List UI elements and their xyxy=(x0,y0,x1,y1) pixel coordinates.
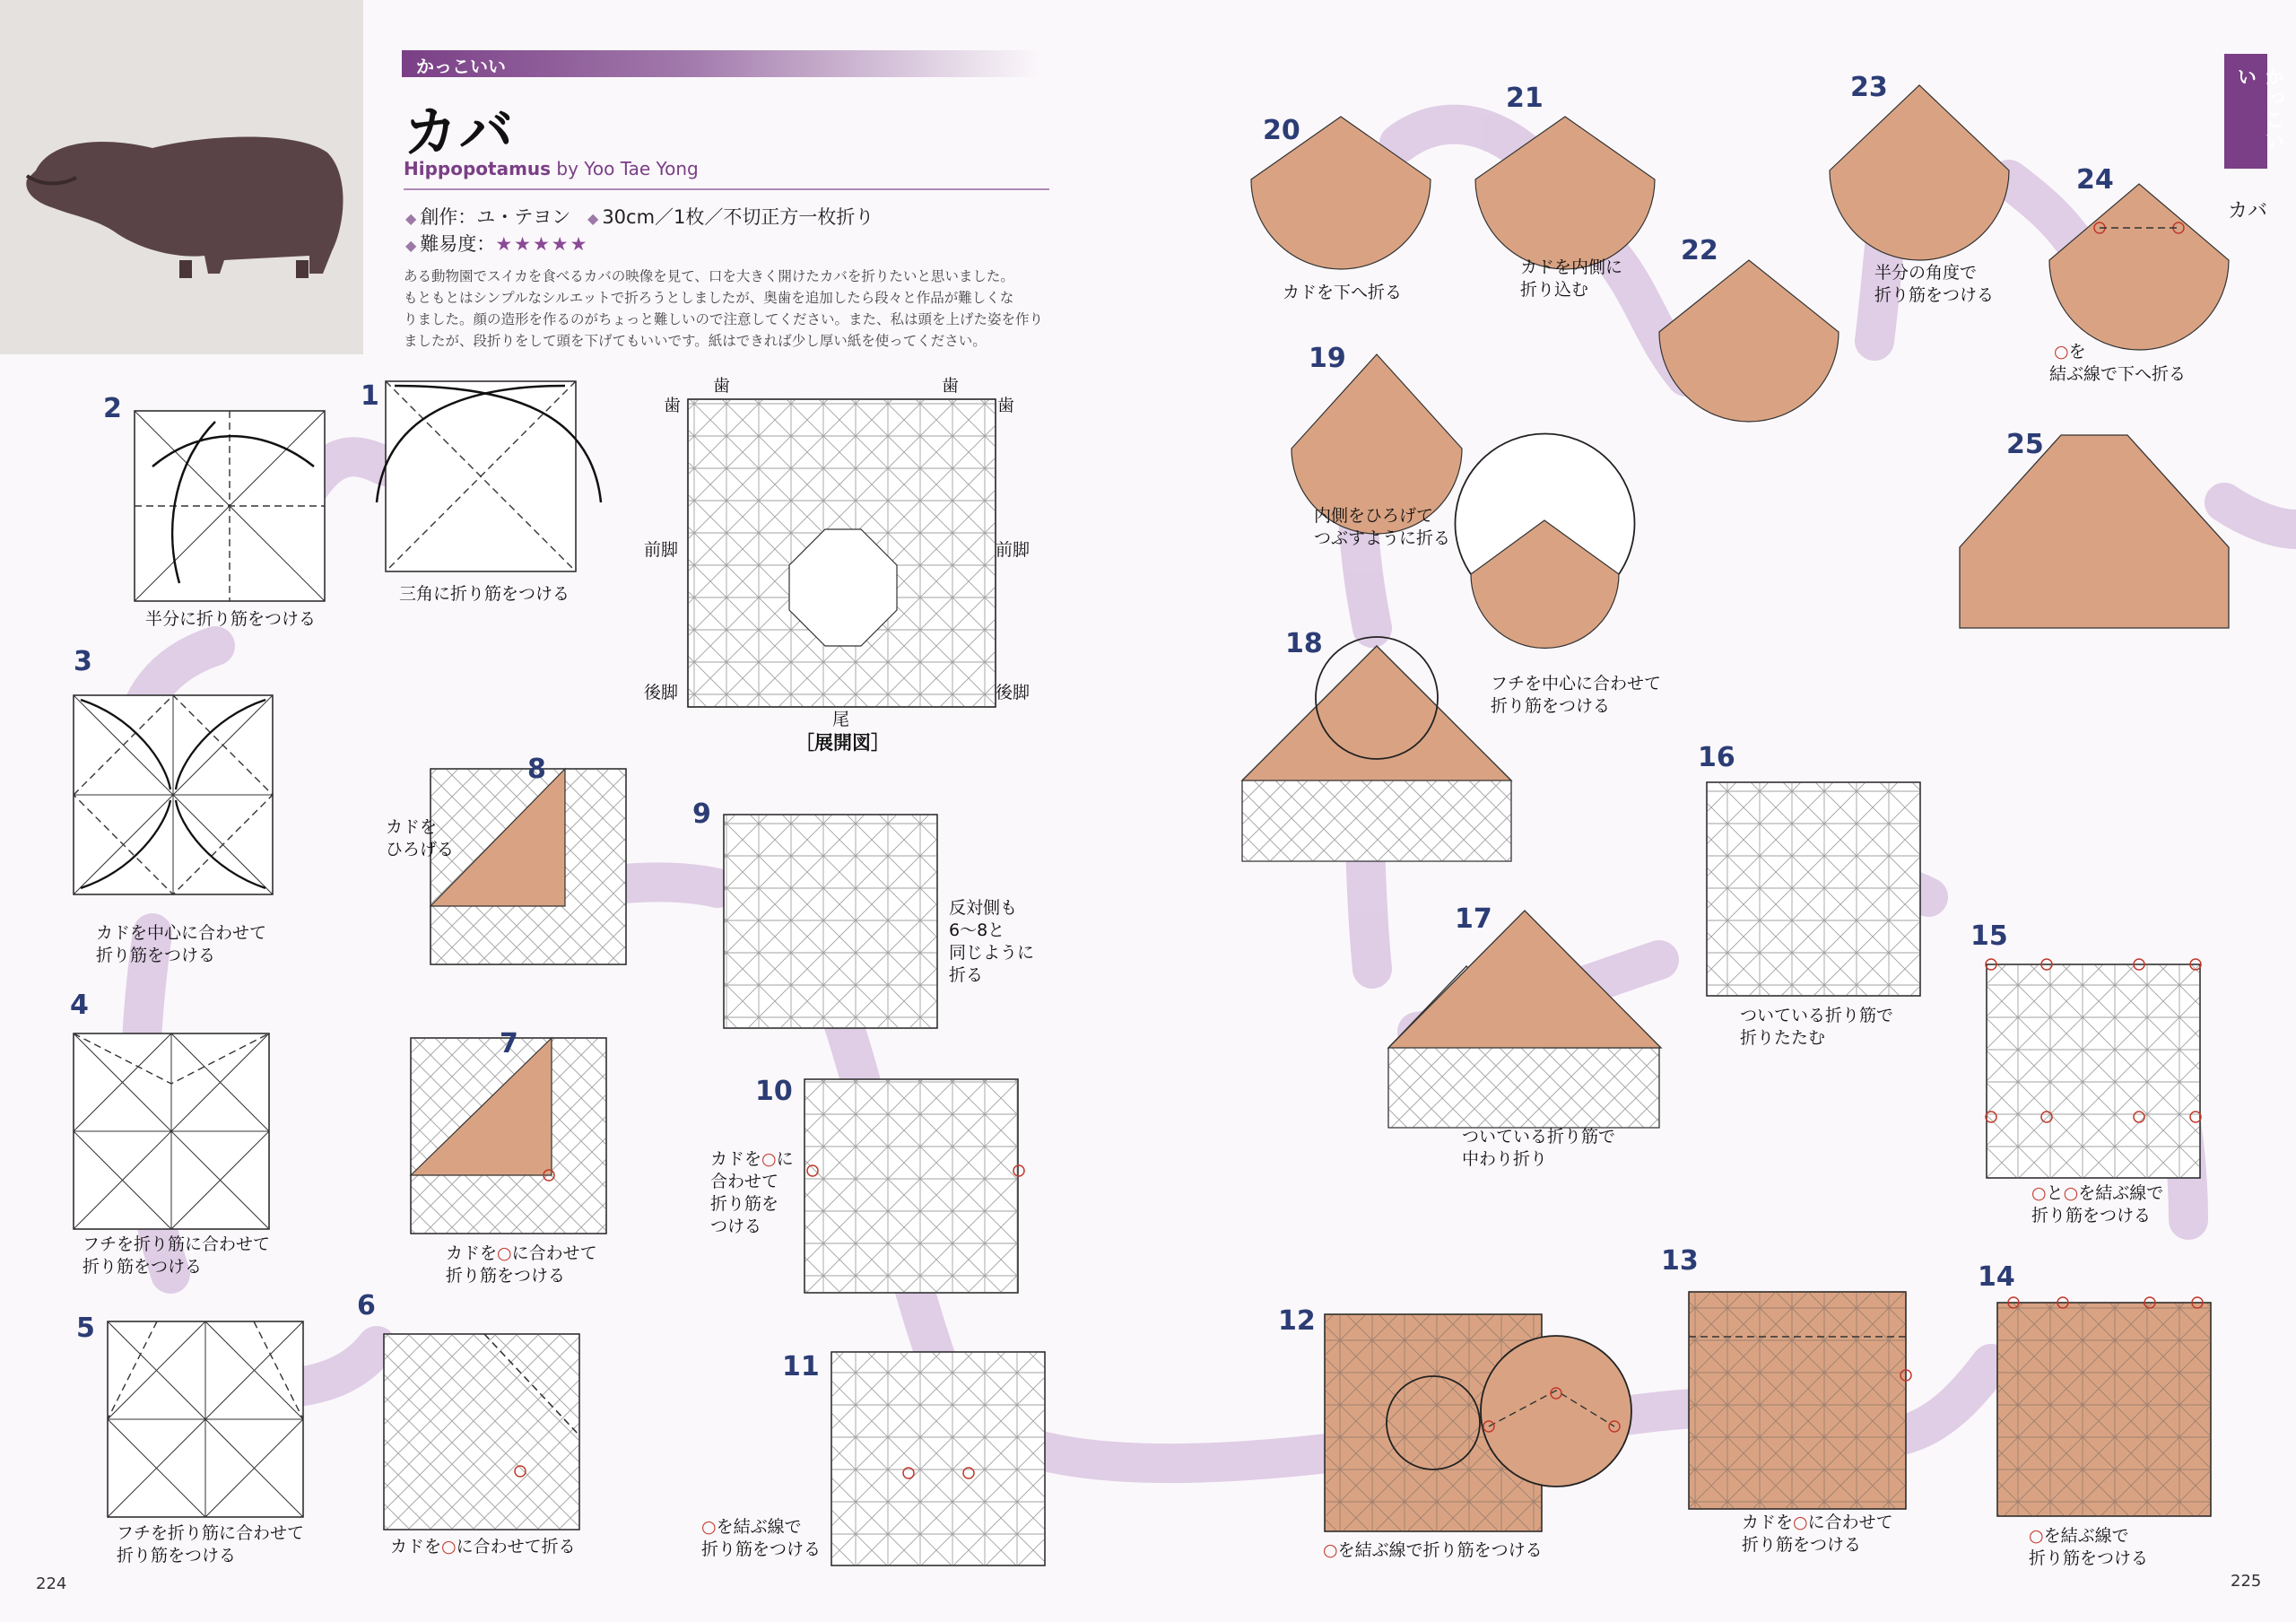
caption-line: 内側をひろげて xyxy=(1314,506,1434,526)
caption-line: フチを折り筋に合わせて xyxy=(117,1523,305,1543)
cp-back-legs-left: 後脚 xyxy=(644,683,679,702)
step-number: 11 xyxy=(782,1351,820,1382)
description xyxy=(404,266,1054,352)
caption-s17 xyxy=(1462,1126,1615,1171)
page-number-right: 225 xyxy=(2231,1572,2262,1591)
caption-text: カドを xyxy=(1742,1513,1794,1532)
caption-text: を結ぶ線で xyxy=(2078,1183,2164,1203)
spec-size-text: 30cm／1枚／不切正方一枚折り xyxy=(602,206,874,228)
caption-line: 折りたたむ xyxy=(1740,1028,1826,1048)
caption-line: カドを中心に合わせて xyxy=(96,923,267,943)
caption-line: 折り込む xyxy=(1520,280,1589,300)
caption-line: 折り筋をつける xyxy=(1874,285,1995,305)
cp-front-legs-right: 前脚 xyxy=(996,540,1031,560)
caption-s18 xyxy=(1491,673,1661,718)
step-number: 9 xyxy=(692,798,711,830)
diamond-icon: ◆ xyxy=(587,210,599,227)
step-number: 6 xyxy=(357,1290,376,1321)
step-number: 12 xyxy=(1278,1305,1316,1337)
ring-icon: ○ xyxy=(2063,1183,2079,1203)
caption-s13 xyxy=(1742,1512,1893,1557)
caption-text: カドを xyxy=(390,1537,442,1557)
step-number: 17 xyxy=(1455,903,1492,935)
caption-text: に合わせて xyxy=(1807,1513,1893,1532)
step-number: 3 xyxy=(74,646,92,677)
cp-teeth-right: 歯 xyxy=(942,376,960,396)
caption-s4 xyxy=(83,1234,270,1278)
subtitle-en: Hippopotamus xyxy=(404,158,552,179)
difficulty-label: 難易度： xyxy=(420,233,496,255)
caption-line: 折り筋をつける xyxy=(96,946,216,965)
description-line: もともとはシンプルなシルエットで折ろうとしましたが、奥歯を追加したら段々と作品が難しくな xyxy=(404,290,1014,306)
caption-line: 折り筋をつける xyxy=(446,1266,566,1286)
side-tab-name: カバ xyxy=(2228,200,2268,222)
spec-creator xyxy=(405,203,570,230)
step-number: 8 xyxy=(527,754,546,785)
caption-line: カドを内側に xyxy=(1520,257,1623,277)
cp-teeth-left: 歯 xyxy=(713,376,731,396)
cp-teeth-left2: 歯 xyxy=(664,396,682,415)
step-number: 22 xyxy=(1681,235,1718,266)
diamond-icon: ◆ xyxy=(405,237,417,254)
description-line: ある動物園でスイカを食べるカバの映像を見て、口を大きく開けたカバを折りたいと思いました。 xyxy=(404,268,1014,284)
step-number: 5 xyxy=(76,1312,95,1344)
ring-icon: ○ xyxy=(1793,1513,1808,1532)
caption-text: を xyxy=(2068,342,2086,362)
caption-line: 反対側も xyxy=(949,898,1018,918)
caption-s20: カドを下へ折る xyxy=(1283,283,1403,302)
caption-s8 xyxy=(386,816,454,861)
subtitle xyxy=(404,158,699,179)
ring-icon: ○ xyxy=(2054,342,2069,362)
caption-line: 折り筋をつける xyxy=(117,1546,237,1565)
caption-line: 合わせて xyxy=(710,1172,779,1191)
caption-text: を結ぶ線で xyxy=(716,1517,802,1537)
caption-text: に合わせて xyxy=(511,1243,597,1263)
caption-line: 折り筋をつける xyxy=(2029,1548,2149,1568)
category-banner xyxy=(402,50,1040,77)
caption-s19 xyxy=(1314,505,1450,550)
caption-text: カドを xyxy=(710,1149,762,1169)
cp-teeth-right2: 歯 xyxy=(997,396,1015,415)
step-number: 20 xyxy=(1263,115,1300,146)
caption-s11 xyxy=(701,1516,821,1561)
caption-text: と xyxy=(2046,1183,2064,1203)
step-number: 25 xyxy=(2006,429,2044,460)
caption-line: カドを xyxy=(386,817,438,837)
caption-line: 折り筋をつける xyxy=(1742,1535,1862,1555)
step-number: 24 xyxy=(2076,164,2114,196)
diamond-icon: ◆ xyxy=(405,210,417,227)
caption-line: フチを中心に合わせて xyxy=(1491,674,1662,693)
step-number: 4 xyxy=(70,990,89,1021)
step-number: 23 xyxy=(1850,72,1888,103)
caption-line: 6～8と xyxy=(949,920,1005,940)
caption-line: 同じように xyxy=(949,943,1035,963)
caption-s6 xyxy=(390,1536,576,1558)
caption-s24 xyxy=(2049,341,2186,386)
caption-line: フチを折り筋に合わせて xyxy=(83,1234,271,1254)
subtitle-by: by Yoo Tae Yong xyxy=(556,158,699,179)
page-number-left: 224 xyxy=(36,1574,67,1593)
side-tab xyxy=(2224,54,2284,169)
spec-size xyxy=(587,203,874,230)
ring-icon: ○ xyxy=(701,1517,717,1537)
step-number: 21 xyxy=(1506,83,1544,114)
caption-line: ひろげる xyxy=(386,840,455,859)
caption-line: 結ぶ線で下へ折る xyxy=(2049,364,2187,384)
title-rule xyxy=(404,188,1049,190)
caption-line: 折り筋をつける xyxy=(2031,1206,2152,1225)
caption-line: つける xyxy=(710,1216,762,1236)
caption-text: を結ぶ線で xyxy=(2043,1526,2129,1546)
step-number: 2 xyxy=(103,393,122,424)
step-number: 14 xyxy=(1978,1261,2015,1293)
caption-text: カドを xyxy=(446,1243,498,1263)
caption-line: 中わり折り xyxy=(1462,1149,1548,1169)
caption-text: に xyxy=(776,1149,794,1169)
caption-s23 xyxy=(1874,262,1994,307)
caption-text: を結ぶ線で折り筋をつける xyxy=(1337,1540,1543,1560)
step-number: 16 xyxy=(1698,742,1735,773)
step-number: 7 xyxy=(500,1028,518,1060)
cp-back-legs-right: 後脚 xyxy=(996,683,1031,702)
cp-tail: 尾 xyxy=(832,710,850,729)
side-tab-label: かっこいい xyxy=(2234,66,2284,153)
ring-icon: ○ xyxy=(2029,1526,2044,1546)
ring-icon: ○ xyxy=(1323,1540,1338,1560)
category-label: かっこいい xyxy=(416,56,506,77)
caption-s10 xyxy=(710,1148,794,1238)
step-number: 10 xyxy=(755,1076,793,1107)
caption-line: ついている折り筋で xyxy=(1740,1006,1894,1025)
spec-difficulty xyxy=(405,230,588,257)
difficulty-stars: ★★★★★ xyxy=(495,233,589,255)
caption-s1: 三角に折り筋をつける xyxy=(399,584,570,604)
caption-line: つぶすように折る xyxy=(1314,528,1451,548)
ring-icon: ○ xyxy=(761,1149,777,1169)
spec-creator-text: 創作：ユ・テヨン xyxy=(420,206,571,228)
caption-s12 xyxy=(1323,1539,1543,1562)
ring-icon: ○ xyxy=(2031,1183,2047,1203)
cp-front-legs-left: 前脚 xyxy=(644,540,679,560)
description-line: ましたが、段折りをして頭を下げてもいいです。紙はできれば少し厚い紙を使ってください。 xyxy=(404,333,987,349)
description-line: りました。顔の造形を作るのがちょっと難しいので注意してください。また、私は頭を上げた姿を作り xyxy=(404,311,1044,327)
step-number: 15 xyxy=(1970,920,2008,952)
caption-s5 xyxy=(117,1522,304,1567)
caption-s16 xyxy=(1740,1005,1893,1050)
caption-s3 xyxy=(96,922,266,967)
caption-s2: 半分に折り筋をつける xyxy=(145,609,317,629)
caption-line: 折り筋をつける xyxy=(83,1257,203,1277)
cp-title: ［展開図］ xyxy=(796,732,890,754)
ring-icon: ○ xyxy=(441,1537,457,1557)
step-number: 1 xyxy=(361,380,379,412)
caption-line: 折り筋をつける xyxy=(1491,696,1611,716)
step-number: 19 xyxy=(1309,343,1346,374)
caption-s14 xyxy=(2029,1525,2148,1570)
caption-s15 xyxy=(2031,1182,2163,1227)
step-number: 13 xyxy=(1661,1245,1699,1277)
caption-s9 xyxy=(949,897,1034,987)
step-number: 18 xyxy=(1285,628,1323,659)
caption-line: 半分の角度で xyxy=(1874,263,1978,283)
caption-line: ついている折り筋で xyxy=(1462,1127,1616,1147)
caption-line: 折り筋をつける xyxy=(701,1539,822,1559)
ring-icon: ○ xyxy=(497,1243,512,1263)
caption-s21 xyxy=(1520,257,1622,301)
caption-line: 折り筋を xyxy=(710,1194,779,1214)
caption-text: に合わせて折る xyxy=(456,1537,576,1557)
caption-s7 xyxy=(446,1243,597,1287)
page-title: カバ xyxy=(404,101,515,164)
caption-line: 折る xyxy=(949,965,984,985)
